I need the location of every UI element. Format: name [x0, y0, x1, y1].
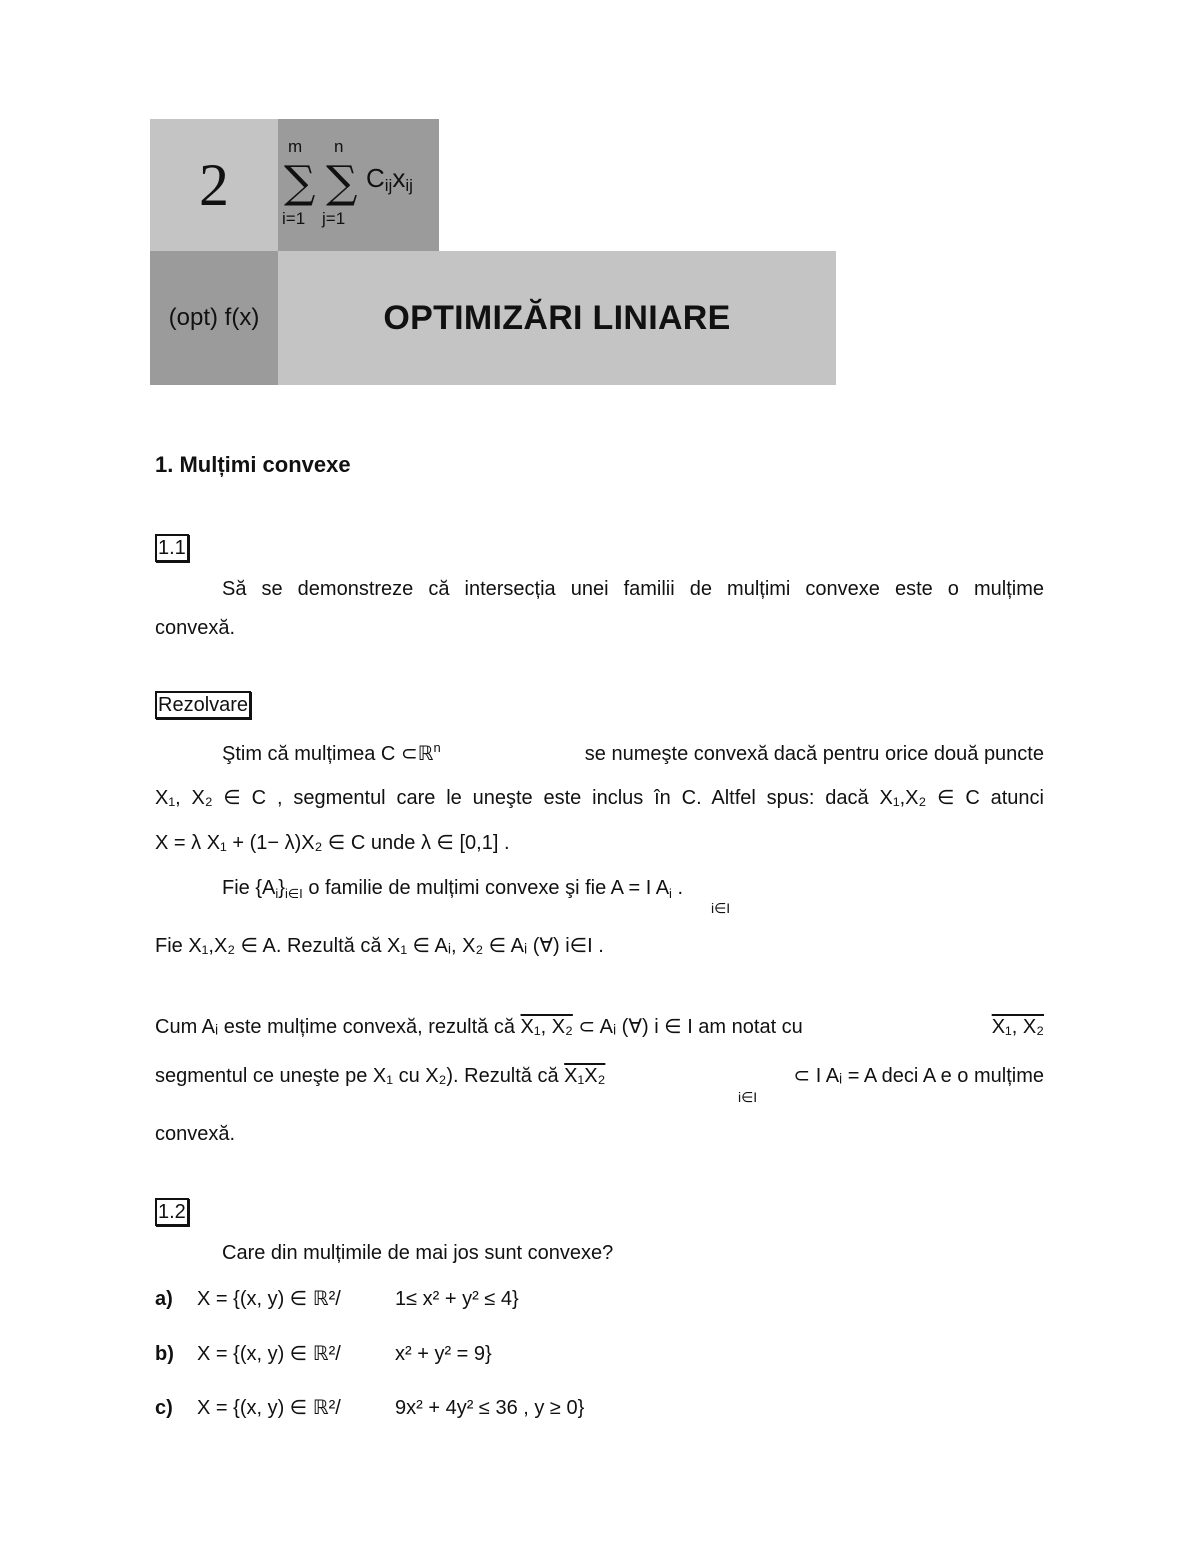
sigma-symbol: ∑: [326, 157, 358, 208]
list-item: a) X = {(x, y) ∈ ℝ²/ 1≤ x² + y² ≤ 4}: [155, 1288, 519, 1310]
sum-lower-i: i=1: [282, 209, 306, 228]
sum-term: $C_{ij}x_{ij}$: [366, 163, 413, 195]
exercise-text: Să se demonstreze că intersecția unei familii de mulțimi convexe este o mulțime: [222, 578, 1044, 600]
solution-text: convexă.: [155, 1123, 236, 1145]
list-item: c) X = {(x, y) ∈ ℝ²/ 9x² + 4y² ≤ 36 , y ≥ 0}: [155, 1397, 585, 1419]
sum-upper-n: n: [334, 137, 344, 156]
solution-text: X = λ X₁ + (1− λ)X₂ ∈ C unde λ ∈ [0,1] .: [155, 832, 510, 854]
chapter-title: OPTIMIZĂRI LINIARE: [278, 251, 836, 385]
exercise-text: convexă.: [155, 617, 236, 639]
exercise-label: 1.2: [155, 1198, 189, 1226]
solution-text: Fie $\{A_i\}_{i\in I}$ o familie de mulțimi convexe şi fie A = I $A_i$ .: [222, 877, 684, 901]
solution-text: X₁, X₂ ∈ C , segmentul care le uneşte este inclus în C. Altfel spus: dacă X₁,X₂ ∈ C atunci: [155, 787, 1044, 809]
solution-text: segmentul ce uneşte pe X₁ cu X₂). Rezultă că X₁X₂: [155, 1065, 606, 1087]
exercise-text: Care din mulțimile de mai jos sunt convexe?: [222, 1242, 614, 1264]
solution-paragraph: [155, 1015, 1044, 1039]
solution-text: se numeşte convexă dacă pentru orice două puncte: [584, 743, 1044, 765]
chapter-number: 2: [150, 119, 278, 251]
section-title: 1. Mulțimi convexe: [155, 452, 351, 477]
solution-text: Ştim că mulțimea C ⊂ℝ$^n$: [222, 740, 441, 765]
list-item: b) X = {(x, y) ∈ ℝ²/ x² + y² = 9}: [155, 1343, 492, 1365]
solution-text: Cum Aᵢ este mulțime convexă, rezultă că X₁, X₂ ⊂ Aᵢ (∀) i ∈ I am notat cu: [155, 1016, 803, 1038]
intersection-index: i∈I: [738, 1089, 758, 1105]
intersection-index: i∈I: [711, 900, 731, 916]
exercise-label: 1.1: [155, 534, 189, 562]
solution-text: ⊂ I Aᵢ = A deci A e o mulțime: [793, 1065, 1044, 1087]
solution-label: Rezolvare: [155, 691, 251, 719]
solution-text: Fie X₁,X₂ ∈ A. Rezultă că X₁ ∈ Aᵢ, X₂ ∈ Aᵢ (∀) i∈I .: [155, 935, 604, 957]
sigma-symbol: ∑: [284, 157, 316, 208]
opt-expression: (opt) f(x): [150, 251, 278, 385]
segment-notation: X₁, X₂: [991, 1016, 1044, 1038]
double-sum-formula: [278, 119, 439, 251]
sum-upper-m: m: [288, 137, 303, 156]
solution-paragraph: [155, 1064, 1044, 1088]
solution-paragraph: [222, 742, 1044, 766]
sum-lower-j: j=1: [322, 209, 346, 228]
